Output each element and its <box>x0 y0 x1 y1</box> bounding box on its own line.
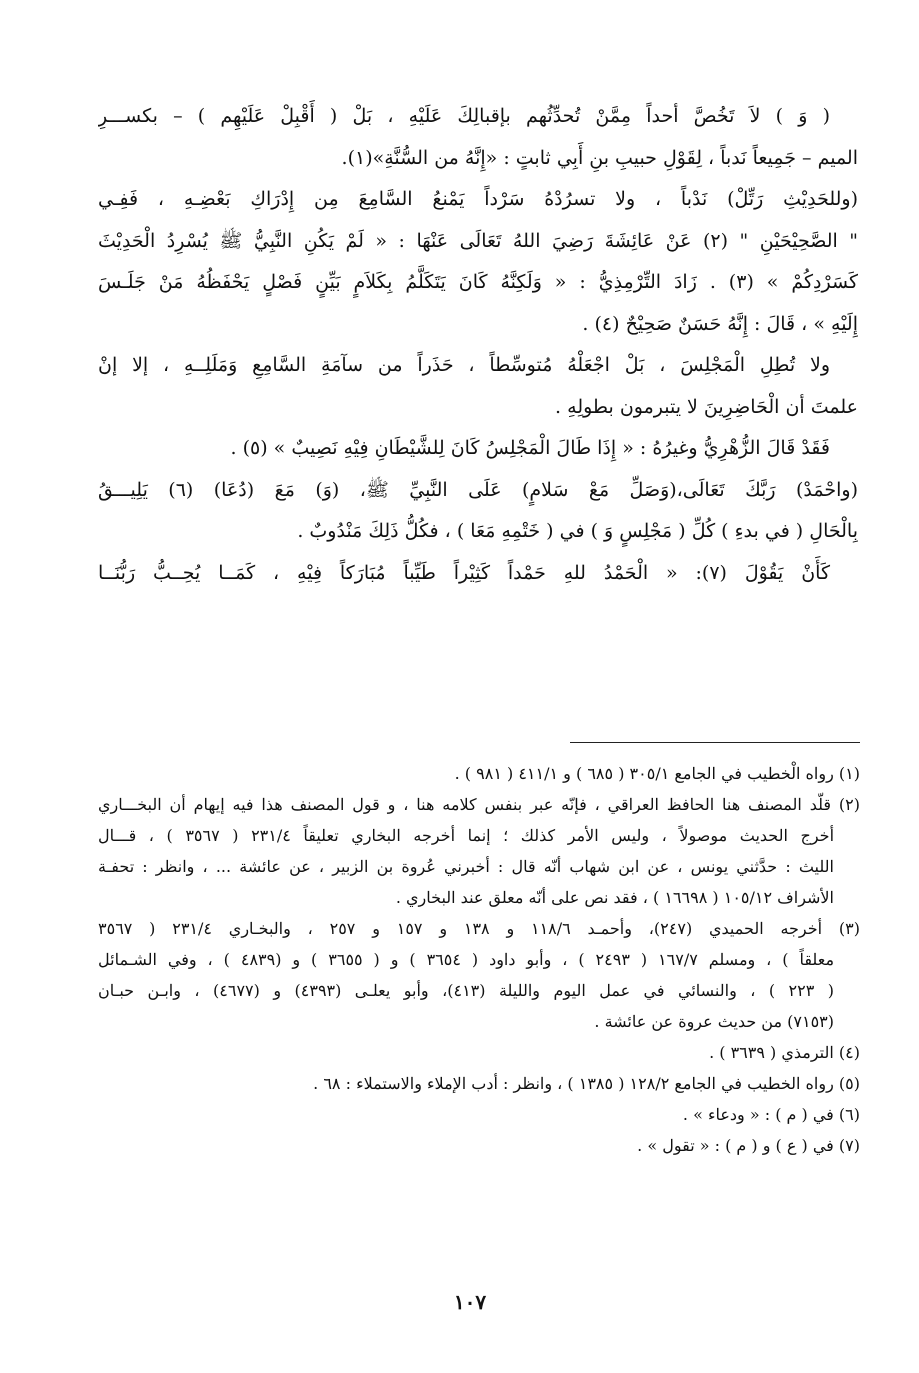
footnote-line: (٧) في ( ع ) و ( م ) : « تقول » . <box>637 1136 860 1155</box>
footnote-line: (٢) قلّد المصنف هنا الحافظ العراقي ، فإنّه عبر بنفس كلامه هنا ، و قول المصنف هذا فيه إيهام أن البخـــاري <box>98 795 860 814</box>
footnotes-block <box>98 758 860 1161</box>
footnote-line: (٥) رواه الخطيب في الجامع ١٢٨/٢ ( ١٣٨٥ ) ، وانظر : أدب الإملاء والاستملاء : ٦٨ . <box>313 1074 860 1093</box>
main-text-block <box>98 96 858 594</box>
footnote-line: (١) رواه الْخطيب في الجامع ٣٠٥/١ ( ٦٨٥ ) و ٤١١/١ ( ٩٨١ ) . <box>454 764 860 783</box>
text-line: بِالْحَالِ ( في بدءِ ) كُلِّ ( مَجْلِسٍ وَ ) في ( خَتْمِهِ مَعَا ) ، فكُلُّ ذَلِكَ مَنْدُوبٌ . <box>297 520 858 542</box>
footnote-divider <box>570 742 860 743</box>
footnote-line: (٦) في ( م ) : « ودعاء » . <box>682 1105 860 1124</box>
paragraph-1 <box>98 96 858 179</box>
text-line: (وللحَدِيْثِ رَتِّلْ) نَدْباً ، ولا تسرُدْهُ سَرْداً يَمْنعُ السَّامِعَ مِن إِدْرَاكِ بَعْضِـهِ ، فَفِـي <box>98 188 858 210</box>
paragraph-4 <box>98 428 858 470</box>
page-number: ١٠٧ <box>453 1290 487 1314</box>
footnote-line: (٣) أخرجه الحميدي (٢٤٧)، وأحمـد ١١٨/٦ و ١٣٨ و ١٥٧ و ٢٥٧ ، والبخـاري ٢٣١/٤ ( ٣٥٦٧ <box>98 919 860 938</box>
text-line: (واحْمَدْ) رَبَّكَ تَعَالَى،(وَصَلِّ مَعْ سَلامٍ) عَلَى النَّبِيِّ ﷺ، (وَ) مَعَ (دُعَا) (٦) يَلِيـــقُ <box>98 478 858 501</box>
text-line: ولا تُطِلِ الْمَجْلِسَ ، بَلْ اجْعَلْهُ مُتوسِّطاً ، حَذَراً من سآمَةِ السَّامِعِ وَمَلَلِــهِ ، إلا إنْ <box>98 354 830 376</box>
text-line: إِلَيْهِ » ، قَالَ : إِنَّهُ حَسَنٌ صَحِيْحٌ (٤) . <box>582 312 858 335</box>
paragraph-5 <box>98 470 858 595</box>
text-line: كَأَنْ يَقُوْلَ (٧): « الْحَمْدُ للهِ حَمْداً كَثِيْراً طَيِّباً مُبَارَكاً فِيْهِ ، كَمَــا يُحِــبُّ رَبُّنَــا <box>98 561 830 584</box>
footnote-line: (٧١٥٣) من حديث عروة عن عائشة . <box>594 1012 834 1031</box>
text-line: كَسَرْدِكُمْ » (٣) . زَادَ التِّرْمِذِيُّ : « وَلَكِنَّهُ كَانَ يَتَكَلَّمُ بِكَلاَمٍ بَيِّنٍ فَصْلٍ يَحْفَظُهُ مَنْ جَلَـسَ <box>98 271 858 293</box>
paragraph-3 <box>98 345 858 428</box>
footnote-line: معلقاً ) ، ومسلم ١٦٧/٧ ( ٢٤٩٣ ) ، وأبو داود ( ٣٦٥٤ ) و ( ٣٦٥٥ ) و (٤٨٣٩ ) ، وفي الشـمائل <box>98 950 835 969</box>
footnote-line: الأشراف ١٠٥/١٢ ( ١٦٦٩٨ ) ، فقد نص على أنّه معلق عند البخاري . <box>395 888 834 907</box>
footnote-line: ( ٢٢٣ ) ، والنسائي في عمل اليوم والليلة (٤١٣)، وأبو يعلـى (٤٣٩٣) و (٤٦٧٧) ، وابـن حبـان <box>98 981 835 1000</box>
footnote-line: الليث : حدَّثني يونس ، عن ابن شهاب أنّه قال : أخبرني عُروة بن الزبير ، عن عائشة ... ، وانظر : تحفـة <box>98 857 835 876</box>
paragraph-2 <box>98 179 858 345</box>
text-line: ( وَ ) لاَ تَخُصَّ أحداً مِمَّنْ تُحدِّثُهم بإقبالِكَ عَلَيْهِ ، بَلْ ( أَقْبِلْ عَلَيْهِم ) – بكســـرِ <box>98 105 830 127</box>
text-line: علمتَ أن الْحَاضِرِينَ لا يتبرمون بطولِهِ . <box>555 395 858 418</box>
text-line: " الصَّحِيْحَيْنِ " (٢) عَنْ عَائِشَةَ رَضِيَ اللهُ تَعَالَى عَنْهَا : « لَمْ يَكُنِ النَّبِيُّ ﷺ يُسْرِدُ الْحَدِيْثَ <box>98 229 858 252</box>
text-line: فَقَدْ قَالَ الزُّهْرِيُّ وغيرُهُ : « إِذَا طَالَ الْمَجْلِسُ كَانَ لِلشَّيْطَانِ فِيْهِ نَصِيبٌ » (٥) . <box>230 437 830 459</box>
text-line: الميم – جَمِيعاً نَدباً ، لِقَوْلِ حبيبِ بنِ أَبِي ثابتٍ : «إِنَّهُ من السُّنَّةِ»(١). <box>341 146 858 169</box>
footnote-line: أخرج الحديث موصولاً ، وليس الأمر كذلك ؛ إنما أخرجه البخاري تعليقاً ٢٣١/٤ ( ٣٥٦٧ ) ، قـــال <box>98 826 835 845</box>
footnote-line: (٤) الترمذي ( ٣٦٣٩ ) . <box>709 1043 860 1062</box>
